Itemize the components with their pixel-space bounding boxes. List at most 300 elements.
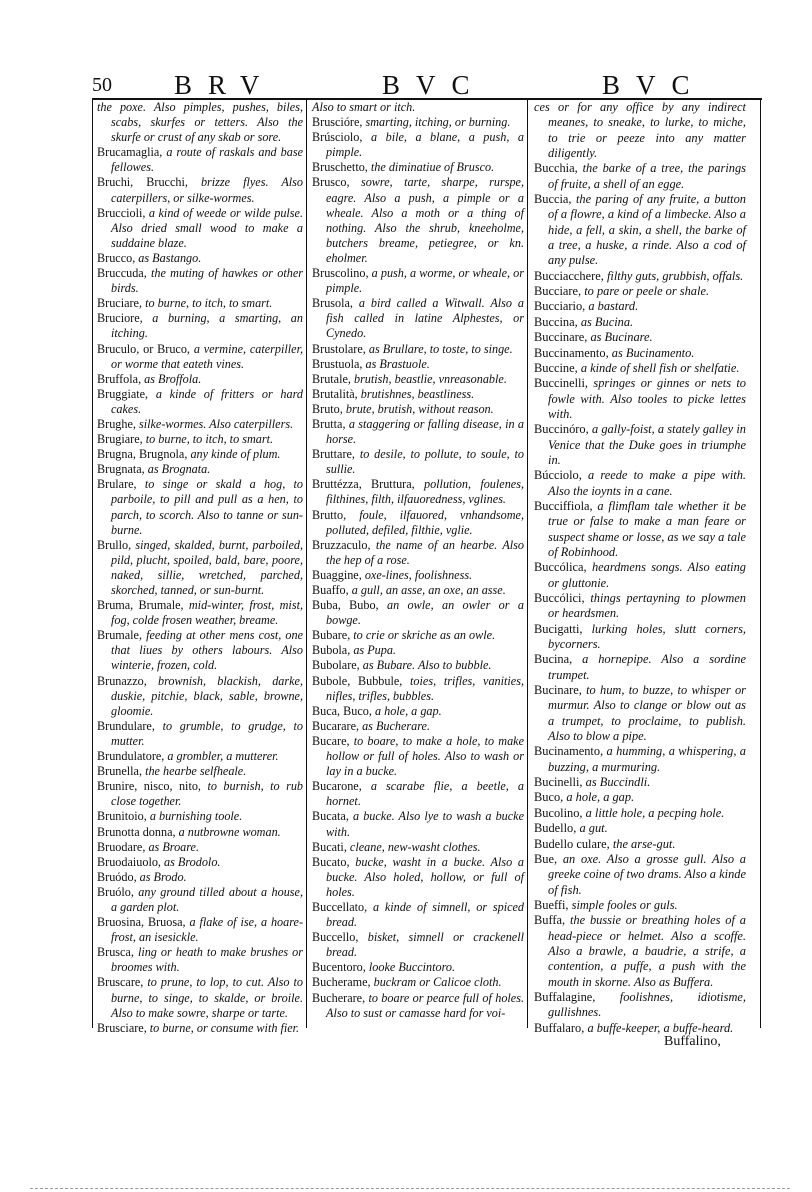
headword: Bucarare, bbox=[312, 718, 360, 733]
definition: bisket, simnell or crackenell bread. bbox=[326, 930, 524, 960]
dictionary-entry bbox=[312, 583, 524, 598]
headword: Brusciare, bbox=[97, 1020, 147, 1035]
column-rule bbox=[527, 98, 528, 1028]
headword: Brustolare, bbox=[312, 341, 366, 356]
definition: a staggering or falling disease, in a horse. bbox=[326, 416, 525, 447]
dictionary-entry bbox=[97, 206, 303, 251]
headword: Bruffola, bbox=[97, 371, 142, 386]
definition: the bussie or breathing holes of a head-piece or helmet. Also a scoffe. Also a brawle, a baudrie, a strife, a contention, a puffe, a push with the mouth in skorne. Also as Buffera. bbox=[548, 913, 746, 989]
definition: the poxe. Also pimples, pushes, biles, scabs, skurfes or tetters. Also the skurfe or crust of any skab or sore. bbox=[97, 100, 303, 145]
definition: a buffe-keeper, a buffe-heard. bbox=[587, 1020, 734, 1035]
dictionary-entry bbox=[97, 447, 303, 462]
dictionary-entry bbox=[312, 598, 524, 628]
dictionary-entry bbox=[312, 734, 524, 779]
headword: Bue, bbox=[534, 851, 558, 866]
headword: Bucare, bbox=[312, 733, 350, 748]
dictionary-entry bbox=[97, 975, 303, 1020]
definition: as Brullare, to toste, to singe. bbox=[368, 341, 513, 356]
definition: any kinde of plum. bbox=[190, 447, 281, 462]
headword: Brulare, bbox=[97, 477, 137, 492]
definition: to burnish, to rub close together. bbox=[111, 779, 304, 809]
definition: the name of an hearbe. Also the hep of a rose. bbox=[326, 537, 524, 567]
headword: Bucherame, bbox=[312, 975, 371, 990]
definition: simple fooles or guls. bbox=[571, 897, 678, 912]
dictionary-entry bbox=[97, 100, 303, 145]
dictionary-entry bbox=[534, 898, 746, 913]
headword: Bueffi, bbox=[534, 897, 569, 912]
dictionary-entry bbox=[312, 674, 524, 704]
definition: as Bucinare. bbox=[590, 330, 653, 345]
headword: Buffalagine, bbox=[534, 989, 596, 1004]
definition: a push, a worme, or wheale, or pimple. bbox=[326, 266, 524, 296]
headword: Brunire, nisco, nito, bbox=[97, 779, 201, 794]
headword: Bruchi, Brucchi, bbox=[97, 175, 188, 190]
running-head-middle: BVC bbox=[382, 70, 486, 100]
dictionary-entry bbox=[312, 538, 524, 568]
dictionary-entry bbox=[534, 775, 746, 790]
dictionary-entry bbox=[534, 591, 746, 622]
definition: as Bucinamento. bbox=[611, 345, 695, 360]
definition: a little hole, a pecping hole. bbox=[585, 805, 725, 820]
definition: a humming, a whispering, a buzzing, a murmuring. bbox=[548, 744, 746, 774]
dictionary-entry bbox=[312, 266, 524, 296]
definition: ces or for any office by any indirect meanes, to sneake, to lurke, to miche, to trie or peeze into any matter diligently. bbox=[534, 100, 746, 161]
headword: Bucinamento, bbox=[534, 744, 604, 759]
definition: silke-wormes. Also caterpillers. bbox=[138, 416, 294, 431]
definition: a vermine, caterpiller, or worme that eateth vines. bbox=[111, 341, 304, 371]
headword: Buccinare, bbox=[534, 330, 588, 345]
definition: a bucke. Also lye to wash a bucke with. bbox=[326, 809, 524, 839]
headword: Bruculo, or Bruco, bbox=[97, 341, 190, 356]
dictionary-entry bbox=[534, 192, 746, 269]
dictionary-entry bbox=[534, 852, 746, 898]
headword: Brutta, bbox=[312, 416, 346, 431]
headword: Bucciare, bbox=[534, 284, 582, 299]
definition: an oxe. Also a grosse gull. Also a greeke coine of two drams. Also a kinde of fish. bbox=[548, 851, 746, 897]
headword: Bruma, Brumale, bbox=[97, 598, 184, 613]
definition: a nutbrowne woman. bbox=[178, 824, 281, 839]
headword: Brutto, bbox=[312, 507, 347, 522]
dictionary-entry bbox=[97, 945, 303, 975]
headword: Bucherare, bbox=[312, 990, 366, 1005]
headword: Bruosina, Bruosa, bbox=[97, 915, 186, 930]
definition: lurking holes, slutt corners, bycorners. bbox=[548, 621, 746, 652]
definition: brownish, blackish, darke, duskie, pitchie, black, sable, browne, gloomie. bbox=[111, 673, 304, 718]
definition: as Bucina. bbox=[580, 314, 634, 329]
dictionary-entry bbox=[312, 855, 524, 900]
definition: to prune, to lop, to cut. Also to burne, to singe, to skalde, or broile. Also to make sowre, sharpe or tarte. bbox=[111, 975, 303, 1020]
dictionary-entry bbox=[312, 175, 524, 266]
headword: Brunazzo, bbox=[97, 673, 147, 688]
dictionary-entry bbox=[312, 160, 524, 175]
headword: Brullo, bbox=[97, 537, 132, 552]
definition: as Bubare. Also to bubble. bbox=[362, 658, 492, 673]
definition: the barke of a tree, the parings of fruite, a shell of an egge. bbox=[548, 161, 746, 191]
dictionary-entry bbox=[534, 468, 746, 499]
dictionary-entry bbox=[534, 790, 746, 805]
headword: Buccólici, bbox=[534, 591, 585, 605]
definition: as Brodolo. bbox=[164, 854, 221, 869]
headword: Bruschetto, bbox=[312, 160, 368, 175]
definition: as Buccindli. bbox=[585, 775, 651, 790]
column-2 bbox=[312, 100, 524, 1038]
definition: a bastard. bbox=[588, 299, 639, 314]
headword: Bucata, bbox=[312, 809, 349, 824]
headword: Brucco, bbox=[97, 250, 136, 265]
definition: Also to smart or itch. bbox=[312, 100, 416, 114]
headword: Bucciario, bbox=[534, 299, 586, 314]
definition: toies, trifles, vanities, nifles, trifles, bubbles. bbox=[326, 673, 524, 703]
headword: Budello culare, bbox=[534, 836, 610, 851]
column-1 bbox=[97, 100, 303, 1038]
dictionary-entry bbox=[97, 855, 303, 870]
definition: looke Buccintoro. bbox=[368, 960, 456, 975]
headword: Brutalità, bbox=[312, 386, 358, 401]
catchword: Buffalino, bbox=[664, 1034, 721, 1049]
dictionary-entry bbox=[534, 330, 746, 345]
definition: the diminatiue of Brusco. bbox=[370, 160, 495, 175]
dictionary-entry bbox=[534, 346, 746, 361]
headword: Bruódo, bbox=[97, 869, 137, 884]
dictionary-entry bbox=[312, 991, 524, 1021]
definition: a gull, an asse, an oxe, an asse. bbox=[351, 583, 506, 597]
headword: Bucchia, bbox=[534, 161, 578, 176]
definition: a flake of ise, a hoare-frost, an isesickle. bbox=[111, 915, 303, 945]
definition: a hole, a gap. bbox=[374, 703, 442, 718]
dictionary-entry bbox=[97, 477, 303, 537]
definition: springes or ginnes or nets to fowle with. Also tooles to picke lettes with. bbox=[548, 376, 746, 421]
dictionary-entry bbox=[97, 145, 303, 175]
dictionary-entry bbox=[312, 719, 524, 734]
definition: oxe-lines, foolishness. bbox=[364, 567, 473, 582]
headword: Brundulare, bbox=[97, 718, 155, 733]
dictionary-entry bbox=[534, 161, 746, 192]
column-rule bbox=[760, 98, 761, 1028]
headword: Bucina, bbox=[534, 652, 573, 667]
definition: a hole, a gap. bbox=[566, 790, 635, 805]
definition: to boare or pearce full of holes. Also to sust or camasse hard for voi- bbox=[326, 990, 524, 1020]
headword: Brusca, bbox=[97, 945, 134, 960]
column-3 bbox=[534, 100, 746, 1038]
dictionary-entry bbox=[312, 568, 524, 583]
dictionary-entry bbox=[534, 299, 746, 314]
headword: Buccinamento, bbox=[534, 345, 609, 360]
dictionary-entry bbox=[97, 825, 303, 840]
definition: a burnishing toole. bbox=[149, 809, 243, 824]
dictionary-entry bbox=[97, 840, 303, 855]
definition: the paring of any fruite, a button of a flowre, a kind of a limbecke. Also a hide, a fell, a skin, a shell, the barke of a tree, a huske, a rinde. Also a cod of any pulse. bbox=[548, 192, 746, 268]
definition: mid-winter, frost, mist, fog, colde frosen weather, breame. bbox=[111, 598, 303, 628]
headword: Buca, Buco, bbox=[312, 703, 372, 718]
dictionary-entry bbox=[312, 643, 524, 658]
dictionary-entry bbox=[97, 251, 303, 266]
dictionary-entry bbox=[534, 376, 746, 422]
definition: foolishnes, idiotisme, gullishnes. bbox=[548, 989, 746, 1020]
dictionary-entry bbox=[312, 658, 524, 673]
definition: buckram or Calicoe cloth. bbox=[373, 975, 502, 990]
headword: Bucentoro, bbox=[312, 960, 366, 975]
definition: the arse-gut. bbox=[612, 836, 676, 851]
headword: Bubole, Bubbule, bbox=[312, 673, 403, 688]
definition: things pertayning to plowmen or heardsmen. bbox=[548, 591, 746, 621]
headword: Buccellato, bbox=[312, 899, 368, 914]
headword: Bucciacchere, bbox=[534, 268, 604, 283]
dictionary-entry bbox=[97, 417, 303, 432]
dictionary-entry bbox=[534, 990, 746, 1021]
definition: a burning, a smarting, an itching. bbox=[111, 311, 303, 341]
headword: Bucciffiola, bbox=[534, 498, 593, 513]
headword: Buccia, bbox=[534, 192, 572, 207]
dictionary-entry bbox=[97, 387, 303, 417]
definition: to hum, to buzze, to whisper or murmur. Also to clange or blow out as a trumpet, to proclaime, to publish. Also to blow a pipe. bbox=[548, 683, 746, 744]
headword: Bruscolino, bbox=[312, 266, 369, 281]
headword: Búcciolo, bbox=[534, 468, 582, 483]
dictionary-entry bbox=[97, 266, 303, 296]
dictionary-entry bbox=[97, 674, 303, 719]
headword: Buffa, bbox=[534, 913, 566, 928]
headword: Bucolino, bbox=[534, 805, 583, 820]
headword: Bruzzaculo, bbox=[312, 537, 371, 552]
headword: Brumale, bbox=[97, 628, 143, 643]
dictionary-entry bbox=[534, 315, 746, 330]
dictionary-entry bbox=[312, 447, 524, 477]
headword: Brugnata, bbox=[97, 462, 145, 477]
definition: to burne, to itch, to smart. bbox=[145, 432, 274, 447]
definition: sowre, tarte, sharpe, rurspe, eagre. Also a push, a pimple or a wheale. Also a moth or a thing of nothing. Also the shrub, kneeholme, butchers breame, petiegree, or kn. eholmer. bbox=[326, 175, 525, 265]
definition: foule, ilfauored, vnhandsome, polluted, defiled, filthie, vglie. bbox=[326, 507, 525, 537]
definition: as Broare. bbox=[148, 839, 200, 854]
dictionary-entry bbox=[534, 422, 746, 468]
definition: the muting of hawkes or other birds. bbox=[111, 266, 303, 296]
dictionary-entry bbox=[312, 809, 524, 839]
column-rule bbox=[306, 98, 307, 1028]
dictionary-entry bbox=[97, 628, 303, 673]
definition: brutishnes, beastliness. bbox=[360, 386, 475, 401]
dictionary-entry bbox=[97, 719, 303, 749]
dictionary-entry bbox=[534, 837, 746, 852]
dictionary-entry bbox=[97, 175, 303, 205]
definition: to pare or peele or shale. bbox=[584, 284, 710, 299]
definition: singed, skalded, burnt, parboiled, pild, plucht, spoiled, bald, bare, poore, naked, sillie, wretched, parched, skorched, tanned, or sun-burnt. bbox=[111, 537, 303, 597]
definition: a kind of weede or wilde pulse. Also dried small wood to make a suddaine blaze. bbox=[111, 205, 303, 250]
headword: Buffalaro, bbox=[534, 1020, 585, 1035]
headword: Bruciare, bbox=[97, 296, 143, 311]
headword: Brusola, bbox=[312, 296, 353, 311]
headword: Buaffo, bbox=[312, 583, 349, 597]
definition: to crie or skriche as an owle. bbox=[353, 628, 496, 643]
headword: Buccinelli, bbox=[534, 376, 589, 391]
definition: a bird called a Witwall. Also a fish called in latine Alphestes, or Cynedo. bbox=[326, 296, 525, 341]
definition: to boare, to make a hole, to make hollow or full of holes. Also to wash or lay in a bucke. bbox=[326, 733, 524, 779]
definition: a grombler, a mutterer. bbox=[167, 749, 279, 764]
definition: the hearbe selfheale. bbox=[145, 764, 247, 779]
definition: pollution, foulenes, filthines, filth, ilfauoredness, vglines. bbox=[326, 477, 524, 507]
headword: Brucamaglia, bbox=[97, 145, 163, 160]
headword: Buco, bbox=[534, 790, 564, 805]
dictionary-entry bbox=[97, 342, 303, 372]
definition: a kinde of simnell, or spiced bread. bbox=[326, 899, 524, 930]
headword: Brusco, bbox=[312, 175, 350, 190]
definition: a kinde of fritters or hard cakes. bbox=[111, 386, 304, 416]
headword: Brugiare, bbox=[97, 432, 143, 447]
headword: Bucati, bbox=[312, 839, 347, 854]
dictionary-entry bbox=[312, 115, 524, 130]
dictionary-entry bbox=[97, 598, 303, 628]
dictionary-entry bbox=[97, 809, 303, 824]
definition: to desile, to pollute, to soule, to sullie. bbox=[326, 447, 525, 477]
headword: Brugna, Brugnola, bbox=[97, 447, 188, 462]
headword: Bubolare, bbox=[312, 658, 360, 673]
dictionary-entry bbox=[534, 913, 746, 990]
dictionary-entry bbox=[97, 372, 303, 387]
headword: Bruccuda, bbox=[97, 266, 147, 281]
headword: Bruscare, bbox=[97, 975, 144, 990]
definition: to burne, to itch, to smart. bbox=[145, 296, 273, 311]
definition: heardmens songs. Also eating or gluttonie. bbox=[548, 560, 746, 590]
dictionary-entry bbox=[312, 387, 524, 402]
definition: as Broffola. bbox=[144, 371, 202, 386]
definition: brute, brutish, without reason. bbox=[345, 401, 494, 416]
definition: as Brastuole. bbox=[365, 356, 430, 371]
definition: a bile, a blane, a push, a pimple. bbox=[326, 130, 524, 160]
dictionary-entry bbox=[312, 628, 524, 643]
dictionary-entry bbox=[97, 296, 303, 311]
dictionary-entry bbox=[312, 779, 524, 809]
dictionary-entry bbox=[312, 402, 524, 417]
definition: cleane, new-washt clothes. bbox=[349, 839, 481, 854]
running-head-right: BVC bbox=[602, 70, 706, 100]
headword: Buccinóro, bbox=[534, 422, 589, 437]
dictionary-entry bbox=[97, 915, 303, 945]
headword: Bruccioli, bbox=[97, 205, 146, 220]
dictionary-entry bbox=[312, 508, 524, 538]
headword: Brúsciolo, bbox=[312, 130, 363, 145]
dictionary-entry bbox=[312, 477, 524, 507]
dictionary-entry bbox=[312, 296, 524, 341]
headword: Buccina, bbox=[534, 314, 578, 329]
headword: Brughe, bbox=[97, 416, 136, 431]
dictionary-entry bbox=[312, 900, 524, 930]
definition: to singe or skald a hog, to parboile, to pill and pull as a hen, to parch, to scorch. Also to tanne or sun-burne. bbox=[111, 477, 304, 537]
definition: to burne, or consume with fier. bbox=[149, 1020, 300, 1035]
dictionary-entry bbox=[312, 960, 524, 975]
column-rule bbox=[92, 98, 93, 1028]
definition: filthy guts, grubbish, offals. bbox=[606, 268, 744, 283]
dictionary-entry bbox=[534, 361, 746, 376]
page-number: 50 bbox=[92, 74, 112, 96]
dictionary-entry bbox=[534, 269, 746, 284]
definition: brutish, beastlie, vnreasonable. bbox=[353, 371, 507, 386]
dictionary-entry bbox=[534, 744, 746, 775]
definition: a flimflam tale whether it be true or false to make a man feare or suspect shame or losse, as we say a tale of Robinhood. bbox=[548, 498, 746, 559]
definition: as Pupa. bbox=[353, 643, 396, 658]
dictionary-entry bbox=[534, 821, 746, 836]
headword: Bucarone, bbox=[312, 779, 362, 794]
headword: Buccello, bbox=[312, 930, 359, 945]
dictionary-entry bbox=[534, 622, 746, 653]
definition: as Bucherare. bbox=[362, 718, 430, 733]
definition: a reede to make a pipe with. Also the ioynts in a cane. bbox=[548, 468, 746, 498]
headword: Brunotta donna, bbox=[97, 824, 176, 839]
dictionary-entry bbox=[312, 357, 524, 372]
definition: to grumble, to grudge, to mutter. bbox=[111, 718, 303, 748]
headword: Bruto, bbox=[312, 401, 343, 416]
definition: feeding at other mens cost, one that liues by others labours. Also winterie, frozen, cold. bbox=[111, 628, 304, 673]
dictionary-entry bbox=[312, 704, 524, 719]
headword: Buaggine, bbox=[312, 567, 362, 582]
headword: Brustuola, bbox=[312, 356, 363, 371]
definition: a gut. bbox=[579, 821, 608, 836]
definition: a gally-foist, a stately galley in Venice that the Duke goes in triumphe in. bbox=[548, 422, 746, 467]
headword: Brunitoio, bbox=[97, 809, 147, 824]
headword: Bruciore, bbox=[97, 311, 143, 326]
dictionary-entry bbox=[97, 1021, 303, 1036]
dictionary-entry bbox=[97, 885, 303, 915]
dictionary-entry bbox=[534, 499, 746, 560]
headword: Buccine, bbox=[534, 360, 578, 375]
dictionary-entry bbox=[534, 100, 746, 161]
headword: Bubola, bbox=[312, 643, 351, 658]
headword: Bruttare, bbox=[312, 447, 355, 462]
dictionary-entry bbox=[97, 432, 303, 447]
dictionary-entry bbox=[97, 749, 303, 764]
headword: Buccólica, bbox=[534, 560, 587, 575]
headword: Brutale, bbox=[312, 371, 351, 386]
dictionary-entry bbox=[312, 930, 524, 960]
dictionary-entry bbox=[97, 462, 303, 477]
headword: Bruggiate, bbox=[97, 386, 149, 401]
headword: Bubare, bbox=[312, 628, 351, 643]
dictionary-entry bbox=[312, 417, 524, 447]
definition: an owle, an owler or a bowge. bbox=[326, 598, 524, 628]
dictionary-entry bbox=[97, 538, 303, 598]
dictionary-entry bbox=[312, 975, 524, 990]
headword: Bruttézza, Bruttura, bbox=[312, 477, 415, 492]
headword: Bucigatti, bbox=[534, 621, 583, 636]
dictionary-entry bbox=[534, 652, 746, 683]
scan-edge bbox=[30, 1188, 790, 1189]
dictionary-entry bbox=[534, 806, 746, 821]
definition: a kinde of shell fish or shelfatie. bbox=[580, 360, 740, 375]
definition: smarting, itching, or burning. bbox=[365, 115, 511, 130]
definition: brizze flyes. Also caterpillers, or silke-wormes. bbox=[111, 175, 303, 205]
definition: a scarabe flie, a beetle, a hornet. bbox=[326, 779, 525, 809]
dictionary-entry bbox=[312, 840, 524, 855]
dictionary-entry bbox=[312, 372, 524, 387]
definition: any ground tilled about a house, a garden plot. bbox=[111, 884, 303, 914]
definition: a route of raskals and base fellowes. bbox=[111, 145, 303, 175]
headword: Budello, bbox=[534, 821, 577, 836]
headword: Bruodare, bbox=[97, 839, 146, 854]
dictionary-entry bbox=[312, 100, 524, 115]
dictionary-entry bbox=[312, 342, 524, 357]
headword: Brunella, bbox=[97, 764, 143, 779]
running-head-left: BRV bbox=[174, 70, 276, 100]
definition: bucke, washt in a bucke. Also a bucke. Also holed, hollow, or full of holes. bbox=[326, 854, 524, 899]
dictionary-entry bbox=[97, 764, 303, 779]
definition: as Bastango. bbox=[138, 250, 202, 265]
definition: a hornepipe. Also a sordine trumpet. bbox=[548, 652, 746, 682]
dictionary-entry bbox=[534, 683, 746, 744]
page-header bbox=[92, 68, 756, 98]
headword: Bruscióre, bbox=[312, 115, 363, 130]
headword: Brundulatore, bbox=[97, 749, 165, 764]
dictionary-entry bbox=[97, 870, 303, 885]
headword: Bruólo, bbox=[97, 884, 134, 899]
headword: Bucato, bbox=[312, 854, 350, 869]
dictionary-entry bbox=[97, 311, 303, 341]
dictionary-entry bbox=[534, 284, 746, 299]
